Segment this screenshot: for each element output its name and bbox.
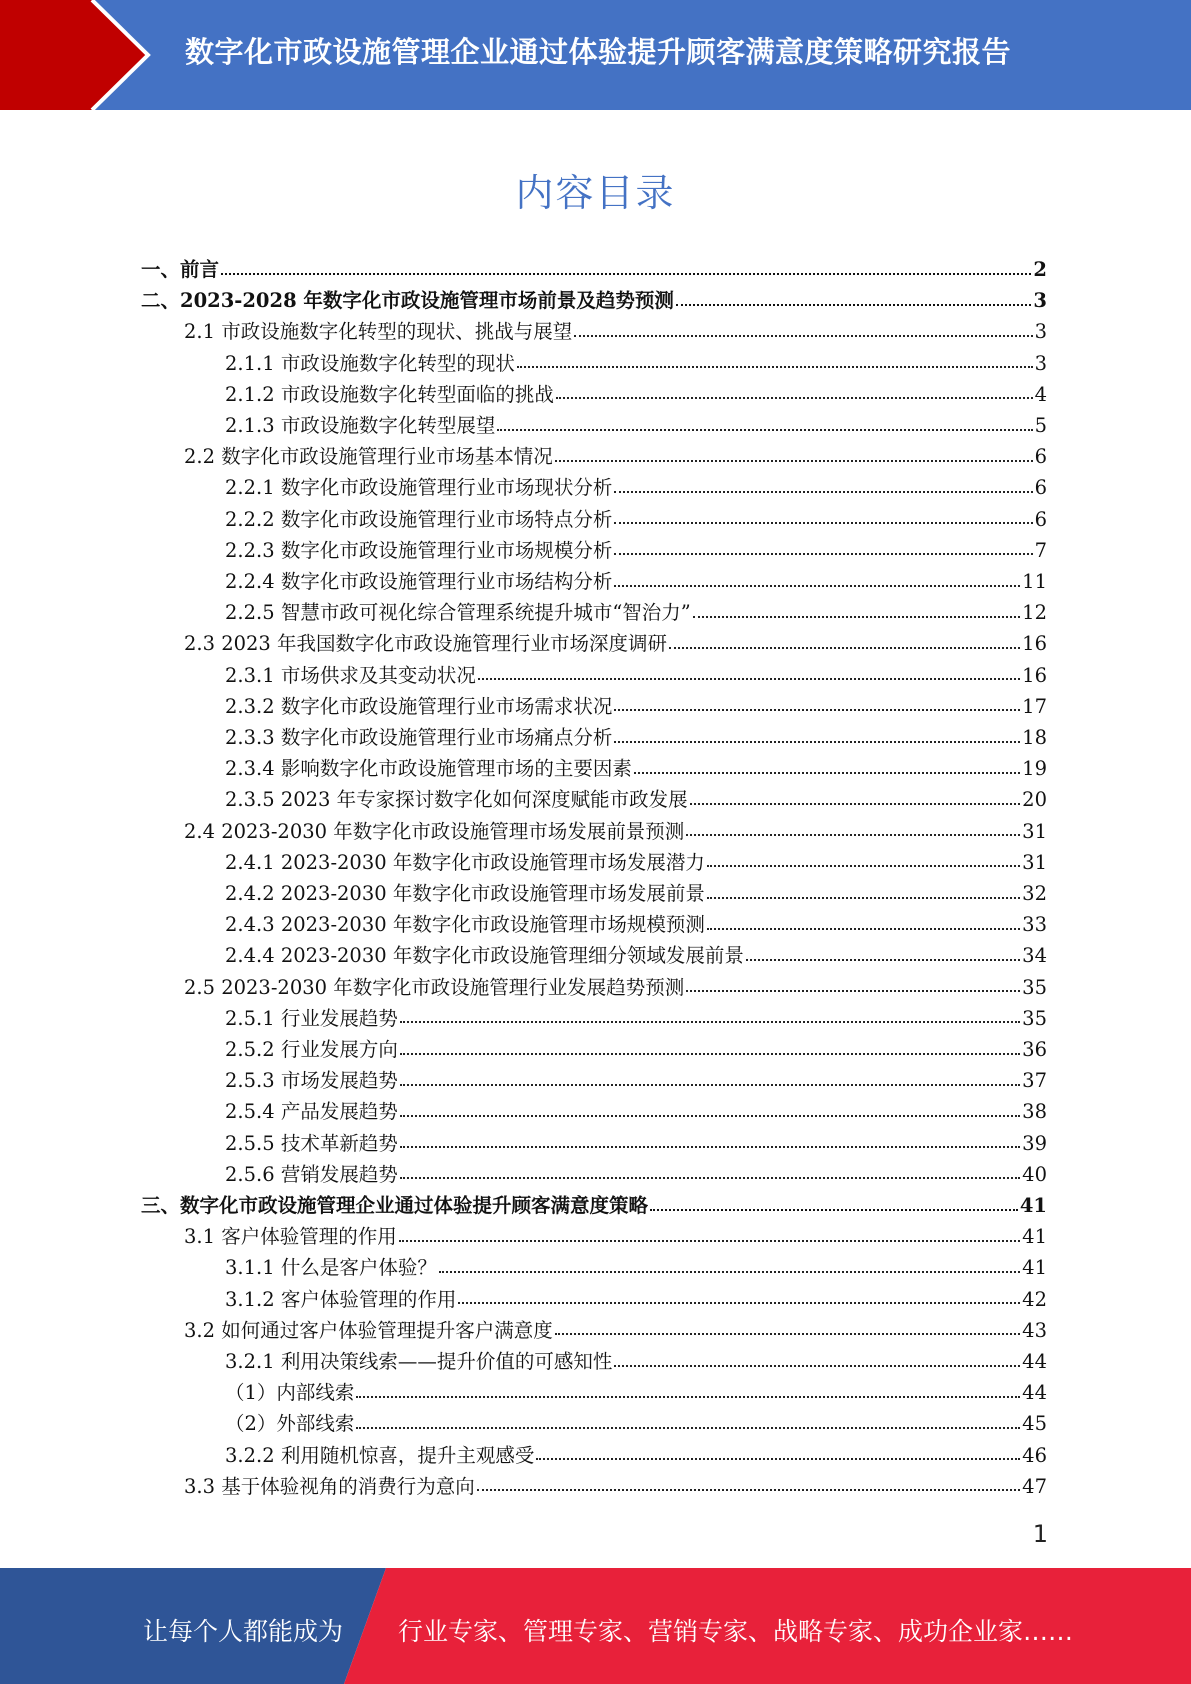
toc-dot-leader bbox=[221, 273, 1031, 275]
toc-entry[interactable] bbox=[225, 847, 1047, 878]
footer-slogan-left: 让每个人都能成为 bbox=[143, 1617, 344, 1646]
toc-entry-title: 三、数字化市政设施管理企业通过体验提升顾客满意度策略 bbox=[141, 1194, 649, 1217]
toc-entry-title: 2.3.2 数字化市政设施管理行业市场需求状况 bbox=[225, 694, 613, 718]
toc-entry-title: 3.2.1 利用决策线索——提升价值的可感知性 bbox=[225, 1350, 613, 1373]
toc-dot-leader bbox=[555, 460, 1033, 462]
toc-entry-page: 2 bbox=[1033, 258, 1047, 281]
toc-entry-page: 38 bbox=[1022, 1100, 1047, 1124]
toc-dot-leader bbox=[707, 897, 1020, 899]
toc-entry-title: 2.2.4 数字化市政设施管理行业市场结构分析 bbox=[225, 570, 613, 593]
toc-dot-leader bbox=[614, 585, 1020, 587]
toc-entry-page: 31 bbox=[1022, 819, 1047, 843]
toc-entry-title: 2.4.3 2023-2030 年数字化市政设施管理市场规模预测 bbox=[225, 913, 705, 937]
toc-entry[interactable] bbox=[184, 1315, 1047, 1346]
toc-entry[interactable] bbox=[184, 972, 1047, 1003]
toc-entry-title: 2.3.3 数字化市政设施管理行业市场痛点分析 bbox=[225, 726, 613, 749]
toc-entry-page: 32 bbox=[1022, 882, 1047, 905]
toc-entry[interactable] bbox=[225, 1284, 1047, 1315]
toc-entry-page: 12 bbox=[1022, 601, 1047, 625]
toc-entry-page: 42 bbox=[1022, 1287, 1047, 1311]
toc-entry[interactable] bbox=[225, 1034, 1047, 1065]
toc-entry-title: 2.5 2023-2030 年数字化市政设施管理行业发展趋势预测 bbox=[184, 975, 685, 999]
toc-entry[interactable] bbox=[184, 441, 1047, 472]
toc-entry[interactable] bbox=[184, 316, 1047, 347]
toc-entry-title: 2.4 2023-2030 年数字化市政设施管理市场发展前景预测 bbox=[184, 819, 685, 843]
toc-entry-title: 2.2.1 数字化市政设施管理行业市场现状分析 bbox=[225, 476, 613, 500]
toc-entry[interactable] bbox=[225, 472, 1047, 503]
toc-entry[interactable] bbox=[225, 1346, 1047, 1377]
toc-entry-title: 2.3.5 2023 年专家探讨数字化如何深度赋能市政发展 bbox=[225, 788, 688, 812]
toc-entry-page: 43 bbox=[1022, 1318, 1047, 1342]
toc-entry-title: 2.4.1 2023-2030 年数字化市政设施管理市场发展潜力 bbox=[225, 850, 705, 874]
toc-entry-page: 6 bbox=[1034, 445, 1047, 469]
toc-dot-leader bbox=[746, 959, 1020, 961]
toc-entry-title: 2.5.1 行业发展趋势 bbox=[225, 1006, 398, 1030]
header-red-arrow bbox=[0, 0, 148, 110]
toc-entry-page: 11 bbox=[1022, 570, 1047, 593]
toc-dot-leader bbox=[477, 1489, 1020, 1491]
toc-entry-page: 40 bbox=[1022, 1162, 1047, 1186]
toc-entry-page: 47 bbox=[1022, 1474, 1047, 1498]
toc-entry[interactable] bbox=[184, 1221, 1047, 1252]
toc-dot-leader bbox=[400, 1177, 1020, 1179]
toc-entry-title: 2.1.1 市政设施数字化转型的现状 bbox=[225, 351, 515, 375]
toc-dot-leader bbox=[399, 1240, 1020, 1242]
toc-entry-page: 45 bbox=[1022, 1412, 1047, 1436]
toc-dot-leader bbox=[439, 1271, 1020, 1273]
toc-entry[interactable] bbox=[225, 1065, 1047, 1096]
toc-dot-leader bbox=[693, 616, 1020, 618]
toc-entry-page: 41 bbox=[1022, 1256, 1047, 1280]
toc-entry-page: 37 bbox=[1022, 1069, 1047, 1093]
toc-entry[interactable] bbox=[225, 1377, 1047, 1408]
toc-entry[interactable] bbox=[141, 254, 1047, 285]
toc-dot-leader bbox=[614, 553, 1032, 555]
toc-dot-leader bbox=[650, 1209, 1018, 1211]
toc-dot-leader bbox=[458, 1302, 1020, 1304]
toc-entry-title: 2.2.3 数字化市政设施管理行业市场规模分析 bbox=[225, 538, 613, 562]
toc-entry-page: 6 bbox=[1034, 507, 1047, 531]
toc-dot-leader bbox=[400, 1084, 1020, 1086]
footer-banner bbox=[0, 1568, 1191, 1684]
toc-entry-title: 3.1 客户体验管理的作用 bbox=[184, 1225, 397, 1249]
toc-dot-leader bbox=[574, 335, 1032, 337]
toc-entry-title: 2.3.1 市场供求及其变动状况 bbox=[225, 663, 476, 687]
toc-entry[interactable] bbox=[225, 597, 1047, 628]
toc-entry[interactable] bbox=[184, 1471, 1047, 1502]
page-title: 内容目录 bbox=[515, 171, 676, 215]
toc-entry-page: 35 bbox=[1022, 975, 1047, 999]
report-title: 数字化市政设施管理企业通过体验提升顾客满意度策略研究报告 bbox=[185, 35, 1012, 69]
toc-entry-page: 20 bbox=[1022, 788, 1047, 812]
toc-entry[interactable] bbox=[225, 410, 1047, 441]
toc-dot-leader bbox=[497, 429, 1032, 431]
toc-entry-title: 3.3 基于体验视角的消费行为意向 bbox=[184, 1474, 475, 1498]
toc-entry-page: 44 bbox=[1022, 1350, 1047, 1373]
toc-entry[interactable] bbox=[225, 1159, 1047, 1190]
toc-entry-title: 2.2.5 智慧市政可视化综合管理系统提升城市“智治力” bbox=[225, 601, 691, 625]
toc-entry-title: 2.5.4 产品发展趋势 bbox=[225, 1100, 398, 1124]
toc-dot-leader bbox=[614, 741, 1020, 743]
toc-dot-leader bbox=[400, 1021, 1020, 1023]
toc-entry-page: 4 bbox=[1034, 382, 1047, 406]
toc-entry-page: 6 bbox=[1034, 476, 1047, 500]
toc-dot-leader bbox=[686, 834, 1020, 836]
toc-dot-leader bbox=[555, 1333, 1020, 1335]
toc-entry-page: 41 bbox=[1022, 1225, 1047, 1249]
toc-entry-title: 2.1.3 市政设施数字化转型展望 bbox=[225, 414, 496, 437]
toc-dot-leader bbox=[556, 397, 1033, 399]
toc-entry-page: 7 bbox=[1034, 538, 1047, 562]
toc-dot-leader bbox=[676, 304, 1031, 306]
toc-entry-page: 3 bbox=[1033, 289, 1047, 313]
toc-entry-page: 3 bbox=[1034, 320, 1047, 344]
toc-entry-title: 2.4.4 2023-2030 年数字化市政设施管理细分领域发展前景 bbox=[225, 944, 744, 968]
toc-entry[interactable] bbox=[225, 566, 1047, 597]
toc-entry-page: 34 bbox=[1022, 944, 1047, 968]
toc-entry-page: 36 bbox=[1022, 1038, 1047, 1061]
toc-entry-title: 3.1.1 什么是客户体验？ bbox=[225, 1256, 437, 1280]
toc-entry[interactable] bbox=[141, 1190, 1047, 1221]
toc-entry-page: 3 bbox=[1034, 351, 1047, 375]
toc-entry-title: 2.5.6 营销发展趋势 bbox=[225, 1162, 398, 1186]
toc-entry-page: 17 bbox=[1022, 694, 1047, 718]
toc-entry[interactable] bbox=[225, 1003, 1047, 1034]
toc-entry-page: 16 bbox=[1022, 663, 1047, 687]
toc-dot-leader bbox=[536, 1458, 1020, 1460]
toc-entry-title: （1）内部线索 bbox=[225, 1381, 355, 1405]
toc-entry[interactable] bbox=[141, 285, 1047, 316]
toc-entry[interactable] bbox=[225, 1128, 1047, 1159]
toc-entry-title: （2）外部线索 bbox=[225, 1412, 355, 1436]
toc-entry-page: 44 bbox=[1022, 1381, 1047, 1405]
toc-entry-title: 2.1 市政设施数字化转型的现状、挑战与展望 bbox=[184, 320, 573, 344]
toc-entry-page: 35 bbox=[1022, 1006, 1047, 1030]
toc-entry[interactable] bbox=[225, 660, 1047, 691]
toc-entry-page: 41 bbox=[1019, 1194, 1047, 1217]
toc-entry-title: 2.2.2 数字化市政设施管理行业市场特点分析 bbox=[225, 507, 613, 531]
toc-entry[interactable] bbox=[225, 535, 1047, 566]
toc-dot-leader bbox=[614, 1365, 1020, 1367]
toc-dot-leader bbox=[690, 803, 1021, 805]
toc-entry-title: 3.2.2 利用随机惊喜，提升主观感受 bbox=[225, 1443, 535, 1467]
toc-dot-leader bbox=[356, 1396, 1020, 1398]
toc-entry-title: 一、前言 bbox=[141, 258, 220, 281]
toc-entry[interactable] bbox=[184, 628, 1047, 659]
toc-entry-title: 2.4.2 2023-2030 年数字化市政设施管理市场发展前景 bbox=[225, 882, 705, 905]
toc-entry-title: 2.3.4 影响数字化市政设施管理市场的主要因素 bbox=[225, 757, 632, 781]
toc-entry[interactable] bbox=[225, 348, 1047, 379]
toc-entry-page: 5 bbox=[1034, 414, 1047, 437]
toc-dot-leader bbox=[707, 865, 1020, 867]
toc-dot-leader bbox=[478, 678, 1020, 680]
toc-entry[interactable] bbox=[225, 1408, 1047, 1439]
toc-entry[interactable] bbox=[225, 504, 1047, 535]
toc-dot-leader bbox=[614, 522, 1032, 524]
footer-slogan-right: 行业专家、管理专家、营销专家、战略专家、成功企业家…… bbox=[398, 1617, 1074, 1646]
toc-dot-leader bbox=[707, 928, 1020, 930]
toc-entry-title: 2.2 数字化市政设施管理行业市场基本情况 bbox=[184, 445, 553, 469]
page-number: 1 bbox=[1032, 1520, 1048, 1548]
toc-dot-leader bbox=[400, 1115, 1020, 1117]
toc-entry[interactable] bbox=[225, 940, 1047, 971]
toc-dot-leader bbox=[614, 491, 1032, 493]
toc-entry[interactable] bbox=[225, 784, 1047, 815]
toc-entry-page: 46 bbox=[1022, 1443, 1047, 1467]
toc-entry-page: 31 bbox=[1022, 850, 1047, 874]
toc-entry[interactable] bbox=[225, 878, 1047, 909]
toc-entry-page: 39 bbox=[1022, 1131, 1047, 1155]
toc-entry-title: 2.1.2 市政设施数字化转型面临的挑战 bbox=[225, 382, 554, 406]
toc-dot-leader bbox=[400, 1146, 1020, 1148]
toc-entry-title: 2.5.2 行业发展方向 bbox=[225, 1038, 398, 1061]
toc-entry-title: 2.3 2023 年我国数字化市政设施管理行业市场深度调研 bbox=[184, 632, 668, 656]
toc-entry[interactable] bbox=[225, 379, 1047, 410]
toc-entry-page: 16 bbox=[1022, 632, 1047, 656]
toc-dot-leader bbox=[614, 709, 1020, 711]
toc-entry[interactable] bbox=[225, 691, 1047, 722]
toc-dot-leader bbox=[517, 366, 1033, 368]
toc-entry-title: 2.5.5 技术革新趋势 bbox=[225, 1131, 398, 1155]
toc-entry-page: 33 bbox=[1022, 913, 1047, 937]
toc-entry-page: 19 bbox=[1022, 757, 1047, 781]
toc-dot-leader bbox=[356, 1427, 1020, 1429]
toc-entry[interactable] bbox=[184, 816, 1047, 847]
toc-entry[interactable] bbox=[225, 909, 1047, 940]
toc-entry-title: 3.1.2 客户体验管理的作用 bbox=[225, 1287, 457, 1311]
toc-entry[interactable] bbox=[225, 1252, 1047, 1283]
toc-entry[interactable] bbox=[225, 753, 1047, 784]
toc-entry[interactable] bbox=[225, 1096, 1047, 1127]
toc-dot-leader bbox=[400, 1053, 1020, 1055]
toc-entry[interactable] bbox=[225, 722, 1047, 753]
toc-dot-leader bbox=[686, 990, 1020, 992]
toc-entry-title: 2.5.3 市场发展趋势 bbox=[225, 1069, 398, 1093]
toc-dot-leader bbox=[669, 647, 1020, 649]
toc-entry-page: 18 bbox=[1022, 726, 1047, 749]
toc-entry[interactable] bbox=[225, 1440, 1047, 1471]
toc-dot-leader bbox=[634, 772, 1020, 774]
toc-entry-title: 二、2023-2028 年数字化市政设施管理市场前景及趋势预测 bbox=[141, 289, 674, 313]
header-banner bbox=[0, 0, 1191, 110]
toc-entry-title: 3.2 如何通过客户体验管理提升客户满意度 bbox=[184, 1318, 553, 1342]
